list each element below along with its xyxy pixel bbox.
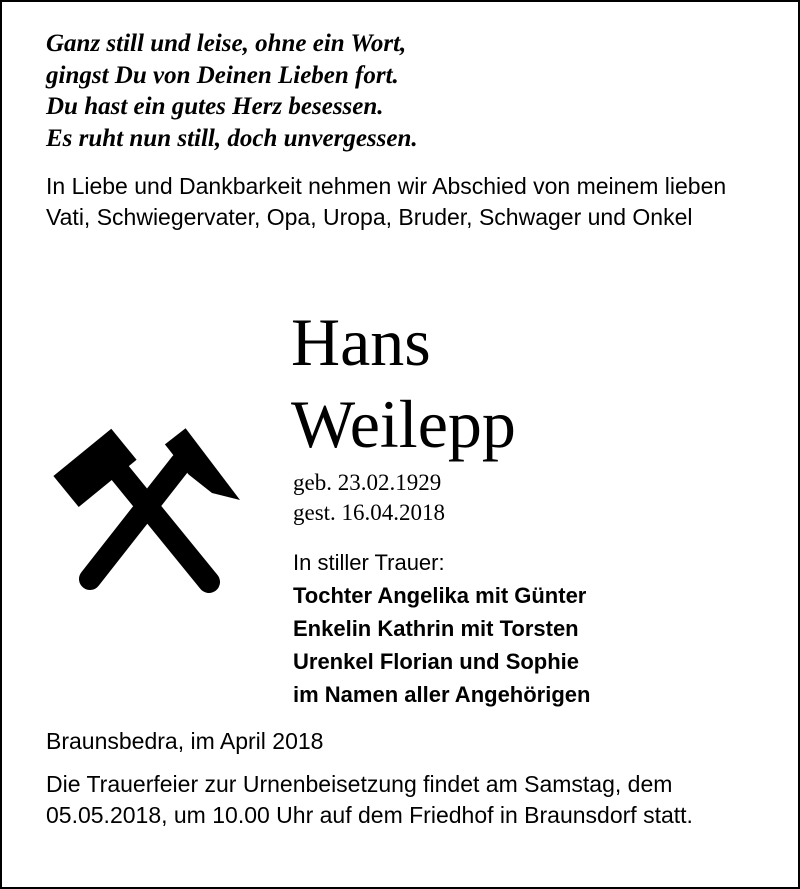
poem-line: Du hast ein gutes Herz besessen. [46, 93, 384, 120]
poem-line: Es ruht nun still, doch unvergessen. [46, 124, 418, 152]
hammer-head [53, 429, 136, 507]
deceased-first-name: Hans [291, 304, 431, 380]
mourners-block [293, 546, 590, 711]
mourning-heading: In stiller Trauer: [293, 550, 445, 575]
mourner-line: Enkelin Kathrin mit Torsten [293, 616, 579, 641]
death-date: gest. 16.04.2018 [293, 500, 446, 525]
funeral-info: Die Trauerfeier zur Urnenbeisetzung findet am Samstag, dem 05.05.2018, um 10.00 Uhr auf dem Friedhof in Braunsdorf statt. [46, 771, 693, 828]
poem-line: gingst Du von Deinen Lieben fort. [46, 61, 399, 89]
mourner-line: im Namen aller Angehörigen [293, 682, 591, 707]
poem [46, 28, 418, 154]
deceased-last-name: Weilepp [291, 386, 516, 462]
mourner-line: Tochter Angelika mit Günter [293, 583, 587, 608]
life-dates [293, 468, 445, 528]
intro-text: In Liebe und Dankbarkeit nehmen wir Abschied von meinem lieben Vati, Schwiegervater, Opa, Uropa, Bruder, Schwager und Onkel [46, 173, 727, 230]
place-date: Braunsbedra, im April 2018 [46, 728, 324, 754]
poem-line: Ganz still und leise, ohne ein Wort, [46, 30, 407, 57]
hammer-and-pick-svg [52, 414, 252, 604]
birth-date: geb. 23.02.1929 [293, 470, 442, 495]
mourner-line: Urenkel Florian und Sophie [293, 649, 580, 674]
hammer-and-pick-icon [52, 414, 252, 609]
